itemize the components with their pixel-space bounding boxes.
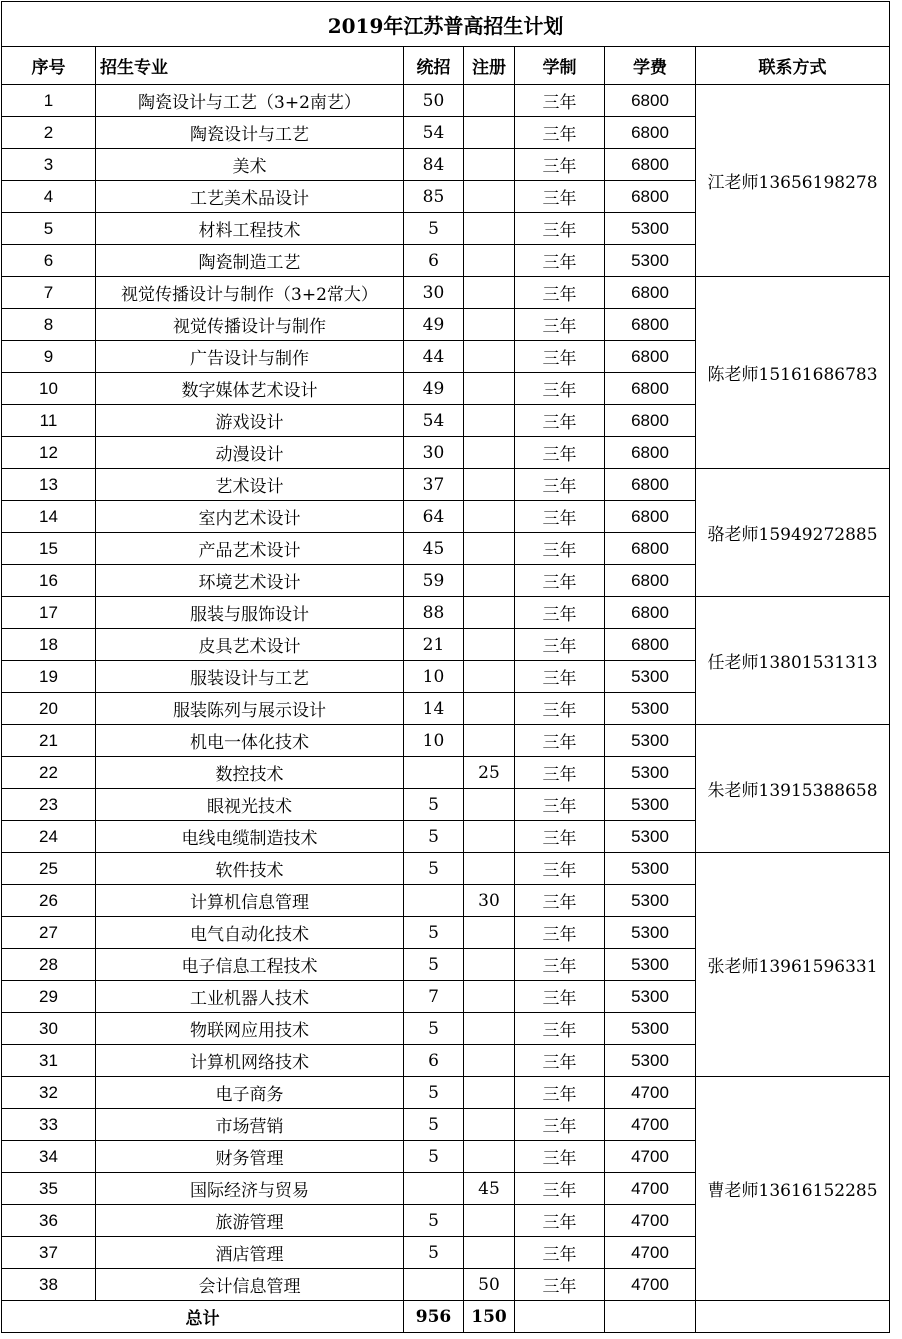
cell-major: 旅游管理 [96, 1205, 404, 1237]
cell-major: 财务管理 [96, 1141, 404, 1173]
contact-cell: 曹老师13616152285 [696, 1077, 890, 1301]
cell-registered [464, 213, 515, 245]
cell-unified: 5 [404, 1077, 464, 1109]
cell-duration: 三年 [515, 821, 605, 853]
cell-registered [464, 181, 515, 213]
header-seq: 序号 [2, 47, 96, 85]
cell-major: 计算机网络技术 [96, 1045, 404, 1077]
cell-unified: 49 [404, 309, 464, 341]
cell-major: 产品艺术设计 [96, 533, 404, 565]
cell-seq: 3 [2, 149, 96, 181]
cell-major: 服装设计与工艺 [96, 661, 404, 693]
contact-cell: 陈老师15161686783 [696, 277, 890, 469]
table-row [2, 1077, 890, 1109]
cell-duration: 三年 [515, 1205, 605, 1237]
table-row [2, 277, 890, 309]
total-registered: 150 [464, 1301, 515, 1333]
cell-duration: 三年 [515, 277, 605, 309]
cell-seq: 7 [2, 277, 96, 309]
cell-unified [404, 1173, 464, 1205]
cell-registered [464, 405, 515, 437]
cell-unified: 30 [404, 437, 464, 469]
cell-major: 会计信息管理 [96, 1269, 404, 1301]
cell-major: 视觉传播设计与制作（3+2常大） [96, 277, 404, 309]
cell-seq: 34 [2, 1141, 96, 1173]
cell-seq: 28 [2, 949, 96, 981]
cell-registered [464, 437, 515, 469]
cell-duration: 三年 [515, 341, 605, 373]
cell-duration: 三年 [515, 213, 605, 245]
cell-major: 电线电缆制造技术 [96, 821, 404, 853]
cell-unified: 84 [404, 149, 464, 181]
contact-cell: 江老师13656198278 [696, 85, 890, 277]
cell-unified: 5 [404, 789, 464, 821]
cell-fee: 5300 [605, 1013, 696, 1045]
cell-registered [464, 469, 515, 501]
header-contact: 联系方式 [696, 47, 890, 85]
total-duration [515, 1301, 605, 1333]
cell-unified: 64 [404, 501, 464, 533]
cell-registered [464, 117, 515, 149]
cell-registered [464, 149, 515, 181]
cell-fee: 4700 [605, 1141, 696, 1173]
cell-major: 陶瓷设计与工艺 [96, 117, 404, 149]
cell-unified: 59 [404, 565, 464, 597]
cell-seq: 30 [2, 1013, 96, 1045]
cell-fee: 5300 [605, 1045, 696, 1077]
cell-fee: 5300 [605, 821, 696, 853]
cell-seq: 2 [2, 117, 96, 149]
cell-unified: 30 [404, 277, 464, 309]
cell-duration: 三年 [515, 853, 605, 885]
header-registered: 注册 [464, 47, 515, 85]
header-fee: 学费 [605, 47, 696, 85]
cell-registered [464, 1205, 515, 1237]
cell-duration: 三年 [515, 181, 605, 213]
cell-seq: 12 [2, 437, 96, 469]
cell-fee: 6800 [605, 149, 696, 181]
cell-registered [464, 693, 515, 725]
cell-duration: 三年 [515, 949, 605, 981]
cell-seq: 29 [2, 981, 96, 1013]
contact-cell: 张老师13961596331 [696, 853, 890, 1077]
cell-registered [464, 981, 515, 1013]
cell-fee: 5300 [605, 693, 696, 725]
cell-unified [404, 1269, 464, 1301]
cell-duration: 三年 [515, 309, 605, 341]
table-row [2, 85, 890, 117]
total-unified: 956 [404, 1301, 464, 1333]
cell-major: 电子商务 [96, 1077, 404, 1109]
cell-fee: 5300 [605, 725, 696, 757]
cell-unified: 5 [404, 1013, 464, 1045]
table-row [2, 597, 890, 629]
cell-fee: 6800 [605, 277, 696, 309]
cell-fee: 4700 [605, 1109, 696, 1141]
contact-cell: 骆老师15949272885 [696, 469, 890, 597]
cell-seq: 15 [2, 533, 96, 565]
cell-major: 室内艺术设计 [96, 501, 404, 533]
cell-fee: 4700 [605, 1205, 696, 1237]
cell-unified: 10 [404, 725, 464, 757]
cell-registered [464, 501, 515, 533]
cell-duration: 三年 [515, 405, 605, 437]
cell-fee: 4700 [605, 1269, 696, 1301]
cell-registered [464, 853, 515, 885]
cell-fee: 6800 [605, 85, 696, 117]
cell-duration: 三年 [515, 981, 605, 1013]
cell-major: 服装与服饰设计 [96, 597, 404, 629]
cell-fee: 6800 [605, 181, 696, 213]
cell-registered [464, 661, 515, 693]
contact-cell: 任老师13801531313 [696, 597, 890, 725]
cell-duration: 三年 [515, 693, 605, 725]
cell-registered [464, 341, 515, 373]
cell-fee: 6800 [605, 501, 696, 533]
header-row [2, 47, 890, 85]
cell-unified: 54 [404, 117, 464, 149]
cell-major: 环境艺术设计 [96, 565, 404, 597]
cell-duration: 三年 [515, 437, 605, 469]
cell-registered [464, 1141, 515, 1173]
cell-fee: 6800 [605, 405, 696, 437]
cell-duration: 三年 [515, 469, 605, 501]
cell-registered [464, 373, 515, 405]
cell-seq: 38 [2, 1269, 96, 1301]
cell-major: 计算机信息管理 [96, 885, 404, 917]
cell-registered [464, 85, 515, 117]
cell-major: 游戏设计 [96, 405, 404, 437]
cell-fee: 6800 [605, 437, 696, 469]
cell-fee: 5300 [605, 885, 696, 917]
cell-duration: 三年 [515, 1045, 605, 1077]
cell-major: 数字媒体艺术设计 [96, 373, 404, 405]
cell-registered: 25 [464, 757, 515, 789]
cell-registered [464, 949, 515, 981]
cell-major: 国际经济与贸易 [96, 1173, 404, 1205]
cell-duration: 三年 [515, 117, 605, 149]
cell-fee: 5300 [605, 917, 696, 949]
cell-duration: 三年 [515, 533, 605, 565]
cell-fee: 4700 [605, 1077, 696, 1109]
cell-duration: 三年 [515, 245, 605, 277]
cell-registered [464, 725, 515, 757]
cell-seq: 31 [2, 1045, 96, 1077]
header-unified: 统招 [404, 47, 464, 85]
cell-registered [464, 1077, 515, 1109]
cell-seq: 8 [2, 309, 96, 341]
cell-unified: 5 [404, 1109, 464, 1141]
cell-unified [404, 885, 464, 917]
cell-fee: 6800 [605, 373, 696, 405]
cell-major: 服装陈列与展示设计 [96, 693, 404, 725]
cell-unified: 7 [404, 981, 464, 1013]
cell-unified: 44 [404, 341, 464, 373]
total-row [2, 1301, 890, 1333]
cell-fee: 4700 [605, 1173, 696, 1205]
cell-duration: 三年 [515, 757, 605, 789]
cell-unified: 14 [404, 693, 464, 725]
cell-major: 美术 [96, 149, 404, 181]
cell-registered [464, 821, 515, 853]
cell-duration: 三年 [515, 1077, 605, 1109]
cell-unified: 50 [404, 85, 464, 117]
cell-seq: 5 [2, 213, 96, 245]
cell-seq: 26 [2, 885, 96, 917]
cell-unified: 88 [404, 597, 464, 629]
cell-seq: 37 [2, 1237, 96, 1269]
cell-seq: 23 [2, 789, 96, 821]
cell-unified: 10 [404, 661, 464, 693]
cell-fee: 6800 [605, 341, 696, 373]
header-major: 招生专业 [96, 47, 404, 85]
cell-fee: 5300 [605, 245, 696, 277]
cell-registered [464, 245, 515, 277]
cell-seq: 19 [2, 661, 96, 693]
cell-duration: 三年 [515, 885, 605, 917]
cell-duration: 三年 [515, 661, 605, 693]
cell-seq: 16 [2, 565, 96, 597]
cell-registered [464, 917, 515, 949]
cell-registered [464, 1045, 515, 1077]
cell-seq: 25 [2, 853, 96, 885]
cell-unified: 5 [404, 1237, 464, 1269]
cell-unified [404, 757, 464, 789]
cell-duration: 三年 [515, 1237, 605, 1269]
cell-duration: 三年 [515, 1269, 605, 1301]
cell-unified: 37 [404, 469, 464, 501]
table-title: 2019年江苏普高招生计划 [2, 2, 890, 47]
cell-fee: 6800 [605, 533, 696, 565]
cell-fee: 6800 [605, 117, 696, 149]
cell-duration: 三年 [515, 1013, 605, 1045]
cell-seq: 4 [2, 181, 96, 213]
cell-unified: 6 [404, 245, 464, 277]
cell-fee: 6800 [605, 469, 696, 501]
cell-duration: 三年 [515, 565, 605, 597]
cell-major: 广告设计与制作 [96, 341, 404, 373]
cell-major: 艺术设计 [96, 469, 404, 501]
cell-unified: 85 [404, 181, 464, 213]
cell-duration: 三年 [515, 1141, 605, 1173]
cell-registered: 50 [464, 1269, 515, 1301]
cell-fee: 6800 [605, 565, 696, 597]
cell-seq: 17 [2, 597, 96, 629]
cell-unified: 6 [404, 1045, 464, 1077]
cell-registered [464, 565, 515, 597]
cell-major: 物联网应用技术 [96, 1013, 404, 1045]
cell-seq: 32 [2, 1077, 96, 1109]
cell-major: 眼视光技术 [96, 789, 404, 821]
cell-seq: 36 [2, 1205, 96, 1237]
cell-seq: 6 [2, 245, 96, 277]
table-row [2, 853, 890, 885]
cell-registered [464, 789, 515, 821]
cell-seq: 11 [2, 405, 96, 437]
cell-unified: 5 [404, 1141, 464, 1173]
cell-seq: 33 [2, 1109, 96, 1141]
cell-duration: 三年 [515, 149, 605, 181]
cell-unified: 5 [404, 213, 464, 245]
cell-seq: 20 [2, 693, 96, 725]
cell-seq: 27 [2, 917, 96, 949]
cell-fee: 5300 [605, 661, 696, 693]
cell-seq: 10 [2, 373, 96, 405]
cell-major: 电子信息工程技术 [96, 949, 404, 981]
cell-major: 皮具艺术设计 [96, 629, 404, 661]
total-contact [696, 1301, 890, 1333]
cell-registered: 30 [464, 885, 515, 917]
cell-major: 视觉传播设计与制作 [96, 309, 404, 341]
cell-registered [464, 1109, 515, 1141]
cell-duration: 三年 [515, 789, 605, 821]
cell-major: 材料工程技术 [96, 213, 404, 245]
cell-fee: 5300 [605, 789, 696, 821]
cell-duration: 三年 [515, 373, 605, 405]
cell-duration: 三年 [515, 629, 605, 661]
cell-unified: 54 [404, 405, 464, 437]
cell-registered [464, 277, 515, 309]
cell-registered [464, 1013, 515, 1045]
cell-registered [464, 629, 515, 661]
cell-major: 数控技术 [96, 757, 404, 789]
cell-seq: 35 [2, 1173, 96, 1205]
cell-fee: 4700 [605, 1237, 696, 1269]
cell-unified: 5 [404, 949, 464, 981]
cell-major: 电气自动化技术 [96, 917, 404, 949]
cell-seq: 1 [2, 85, 96, 117]
cell-unified: 21 [404, 629, 464, 661]
cell-fee: 6800 [605, 629, 696, 661]
total-label: 总计 [2, 1301, 404, 1333]
title-row [2, 2, 890, 47]
cell-duration: 三年 [515, 725, 605, 757]
cell-unified: 5 [404, 853, 464, 885]
cell-fee: 5300 [605, 949, 696, 981]
cell-registered [464, 533, 515, 565]
cell-seq: 24 [2, 821, 96, 853]
cell-registered [464, 309, 515, 341]
cell-duration: 三年 [515, 501, 605, 533]
cell-duration: 三年 [515, 1173, 605, 1205]
cell-major: 陶瓷设计与工艺（3+2南艺） [96, 85, 404, 117]
total-fee [605, 1301, 696, 1333]
cell-seq: 14 [2, 501, 96, 533]
cell-unified: 5 [404, 821, 464, 853]
cell-unified: 5 [404, 917, 464, 949]
contact-cell: 朱老师13915388658 [696, 725, 890, 853]
table-row [2, 725, 890, 757]
cell-duration: 三年 [515, 85, 605, 117]
cell-seq: 22 [2, 757, 96, 789]
cell-duration: 三年 [515, 597, 605, 629]
cell-fee: 6800 [605, 597, 696, 629]
cell-fee: 6800 [605, 309, 696, 341]
cell-major: 工业机器人技术 [96, 981, 404, 1013]
cell-major: 工艺美术品设计 [96, 181, 404, 213]
cell-unified: 5 [404, 1205, 464, 1237]
table-row [2, 469, 890, 501]
cell-fee: 5300 [605, 981, 696, 1013]
cell-fee: 5300 [605, 213, 696, 245]
cell-registered [464, 597, 515, 629]
cell-major: 软件技术 [96, 853, 404, 885]
cell-seq: 13 [2, 469, 96, 501]
cell-major: 市场营销 [96, 1109, 404, 1141]
enrollment-plan-table [1, 1, 890, 1333]
cell-fee: 5300 [605, 757, 696, 789]
cell-seq: 21 [2, 725, 96, 757]
cell-registered: 45 [464, 1173, 515, 1205]
cell-major: 动漫设计 [96, 437, 404, 469]
cell-seq: 9 [2, 341, 96, 373]
cell-fee: 5300 [605, 853, 696, 885]
cell-major: 陶瓷制造工艺 [96, 245, 404, 277]
cell-major: 酒店管理 [96, 1237, 404, 1269]
cell-seq: 18 [2, 629, 96, 661]
cell-unified: 45 [404, 533, 464, 565]
cell-duration: 三年 [515, 1109, 605, 1141]
cell-duration: 三年 [515, 917, 605, 949]
cell-registered [464, 1237, 515, 1269]
header-duration: 学制 [515, 47, 605, 85]
cell-major: 机电一体化技术 [96, 725, 404, 757]
cell-unified: 49 [404, 373, 464, 405]
